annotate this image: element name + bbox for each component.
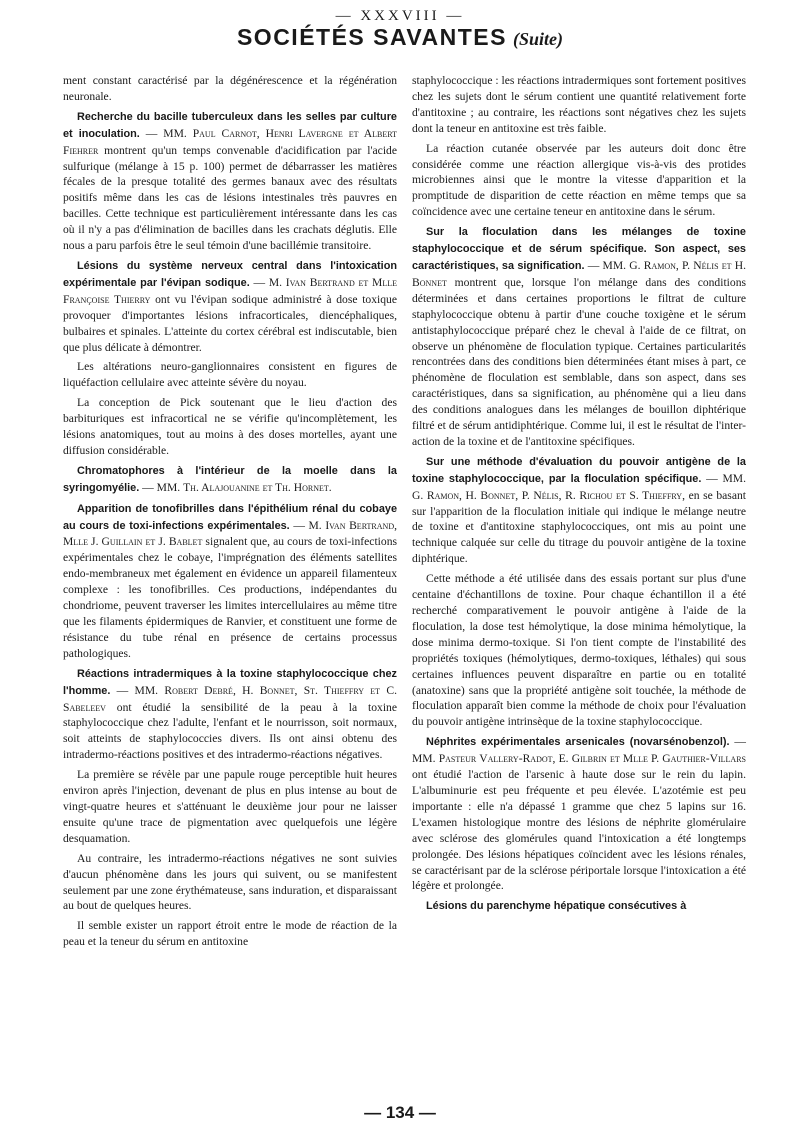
section-title: [0, 24, 800, 51]
paragraph: Apparition de tonofibrilles dans l'épithélium rénal du cobaye au cours de toxi-infections expérimentales. — M. Ivan Bertrand, Mlle J. Guillain et J. Bablet signalent que, au cours de toxi-infections expérimentales chez le cobaye, l'imprégnation des éléments satellites endo-membraneux met également en évidence un appareil filamenteux complexe : les tonofibrilles. Ces productions, indépendantes du chondriome, peuvent traverser les limites intercellulaires au même titre que les filaments épidermiques de Ranvier, et constituent une forme de résistance du tube rénal en présence de certains processus pathologiques.: [63, 502, 398, 660]
title-main: SOCIÉTÉS SAVANTES: [236, 24, 507, 50]
right-column: [412, 73, 746, 919]
paragraph: Réactions intradermiques à la toxine staphylococcique chez l'homme. — MM. Robert Debré, H. Bonnet, St. Thieffry et C. Sabeleev ont étudié la sensibilité de la peau à la toxine staphylococcique chez l'adulte, l'enfant et le nourrisson, soit normaux, soit atteints de staphylococcies divers. Ils ont ainsi obtenu des intradermo-réactions positives et des intradermo-réactions négatives.: [63, 667, 397, 762]
paragraph: La conception de Pick soutenant que le lieu d'action des barbituriques est infracortical ne se vérifie qu'incomplètement, les lésions anatomiques, tout au moins à des doses mortelles, ayant une diffusion considérable.: [63, 396, 397, 457]
article-heading: Recherche du bacille tuberculeux dans les selles par culture et inoculation.: [63, 110, 397, 140]
article-heading: Apparition de tonofibrilles dans l'épithélium rénal du cobaye au cours de toxi-infections expérimentales.: [63, 502, 397, 532]
authors: G. Ramon, P. Nélis et H. Bonnet: [412, 258, 746, 289]
paragraph: La première se révèle par une papule rouge perceptible huit heures environ après l'injection, devenant de plus en plus intense au bout de vingt-quatre heures et s'atténuant le deuxième jour pour ne laisser ensuite qu'une trace de pigmentation avec quelquefois une légère desquamation.: [63, 768, 397, 845]
article-heading: Chromatophores à l'intérieur de la moelle dans la syringomyélie.: [63, 464, 397, 494]
article-heading: Lésions du système nerveux central dans l'intoxication expérimentale par l'évipan sodique.: [63, 259, 397, 289]
authors: Th. Alajouanine et Th. Hornet.: [183, 480, 332, 494]
article-heading: Sur la floculation dans les mélanges de toxine staphylococcique et de sérum spécifique. Son aspect, ses caractéristiques, sa signification.: [412, 226, 746, 272]
left-column: [63, 73, 397, 954]
paragraph: [412, 898, 746, 915]
paragraph: La réaction cutanée observée par les auteurs doit donc être considérée comme une réaction allergique vis-à-vis des protides microbiennes ainsi que le montre la vitesse d'apparition et la promptitude de disparition de cette réaction en même temps que sa coïncidence avec une certaine teneur en antitoxine dans le sérum.: [412, 141, 746, 219]
authors: G. Ramon, H. Bonnet, P. Nélis, R. Richou et S. Thieffry: [412, 488, 683, 502]
paragraph: Lésions du système nerveux central dans l'intoxication expérimentale par l'évipan sodique. — M. Ivan Bertrand et Mlle Françoise Thierry ont vu l'évipan sodique administré à dose toxique provoquer d'importantes lésions infracorticales, diencéphaliques, bulbaires et spinales. L'atteinte du cortex cérébral est indiscutable, bien que plus délicate à démontrer.: [63, 259, 397, 354]
paragraph: Sur la floculation dans les mélanges de toxine staphylococcique et de sérum spécifique. Son aspect, ses caractéristiques, sa signification. — MM. G. Ramon, P. Nélis et H. Bonnet montrent que, lorsque l'on mélange dans des conditions déterminées et dans certaines proportions le filtrat de culture staphylococcique obtenu à partir d'une couche toxigène et le sérum antistaphylococcique préparé chez le cheval à l'aide de ce filtrat, on observe un phénomène de floculation typique. Certaines particularités rencontrées dans des conditions bien déterminées étant mises à part, ce phénomène de floculation est semblable, dans son aspect, dans ses caractéristiques, dans sa signification, au phénomène qui a lieu dans des conditions analogues dans les mélanges de bouillon diphtérique filtré et de sérum antidiphtérique. Comme lui, il est le résultat de l'inter-action de la toxine et de l'antitoxine spécifiques.: [412, 226, 746, 448]
paragraph: Chromatophores à l'intérieur de la moelle dans la syringomyélie. — MM. Th. Alajouanine et Th. Hornet.: [63, 464, 397, 494]
paragraph: Recherche du bacille tuberculeux dans les selles par culture et inoculation. — MM. Paul Carnot, Henri Lavergne et Albert Fiehrer montrent qu'un temps convenable d'acidification par l'acide sulfurique (mélange à 15 p. 100) permet de débarrasser les matières fécales de la presque totalité des germes banaux avec des résultats positifs même dans les cas de lésions intestinales très pauvres en bacilles. Cette technique est particulièrement intéressante dans les cas où il n'y a pas d'élimination de bacilles dans les crachats déglutis. Elle nous a paru parfois être le seul témoin d'une bacillémie transitoire.: [63, 110, 398, 253]
paragraph: Néphrites expérimentales arsenicales (novarsénobenzol). — MM. Pasteur Vallery-Radot, E. Gilbrin et Mlle P. Gauthier-Villars ont étudié l'action de l'arsenic à haute dose sur le rein du lapin. L'albuminurie est peu fréquente et peu élevée. L'azotémie est peu importante : elle n'a dépassé 1 gramme que chez 5 lapins sur 16. L'examen histologique montre des lésions de néphrite glomérulaire avec sclérose des glomérules quand l'intoxication a été longtemps prolongée. Des lésions hépatiques coïncident avec les lésions rénales, se caractérisant par de la sclérose périportale lorsque l'intoxication a été légère et prolongée.: [412, 735, 746, 893]
authors: Robert Debré, H. Bonnet, St. Thieffry et C. Sabeleev: [63, 683, 397, 714]
page-number: — 134 —: [364, 1103, 436, 1122]
paragraph: ment constant caractérisé par la dégénérescence et la régénération neuronale.: [63, 74, 397, 103]
paragraph: Les altérations neuro-ganglionnaires consistent en figures de liquéfaction cellulaire avec atteinte sévère du noyau.: [63, 360, 397, 390]
page-roman-numeral: — XXXVIII —: [335, 8, 465, 24]
paragraph: Au contraire, les intradermo-réactions négatives ne sont suivies d'aucun phénomène dans les jours qui suivent, ou se manifestent seulement par une zone érythémateuse, sans induration, et disparaissant au bout de quelques heures.: [63, 851, 397, 913]
authors: Paul Carnot, Henri Lavergne et Albert Fiehrer: [63, 126, 398, 157]
paragraph: staphylococcique : les réactions intradermiques sont fortement positives chez les sujets dont le sérum contient une quantité relativement forte d'antitoxine ; au contraire, les réactions sont négatives chez les sujets dont la teneur en antitoxine est très faible.: [412, 74, 746, 135]
article-heading: Sur une méthode d'évaluation du pouvoir antigène de la toxine staphylococcique, par la floculation spécifique.: [412, 455, 746, 485]
title-suite: (Suite): [513, 29, 564, 49]
paragraph: Sur une méthode d'évaluation du pouvoir antigène de la toxine staphylococcique, par la floculation spécifique. — MM. G. Ramon, H. Bonnet, P. Nélis, R. Richou et S. Thieffry, en se basant sur l'apparition de la floculation initiale qui indique le mélange neutre de toxine et d'antitoxine staphylococciques, ont mis au point une technique calquée sur celle du titrage du pouvoir antigène de la toxine diphtérique.: [412, 455, 746, 566]
authors: Pasteur Vallery-Radot, E. Gilbrin et Mlle P. Gauthier-Villars: [438, 752, 746, 766]
paragraph: Cette méthode a été utilisée dans des essais portant sur plus d'une centaine d'échantillons de toxine. Pour chaque échantillon il a été recherché comparativement le pouvoir antigène à l'aide de la floculation, la dose test hémolytique, la dose minima hémolytique, la dose minima dermo-toxique. Si l'on tient compte de l'instabilité des propriétés toxiques (hémolytiques, dermo-toxiques, léthales) qui sous certaines influences peuvent disparaître en partie ou en totalité (anatoxine) sans que la propriété antigène soit touchée, la méthode de floculation apparaît bien comme la méthode de choix pour l'évaluation du pouvoir antigène intrinsèque de la toxine staphylococcique.: [412, 572, 746, 729]
authors: Ivan Bertrand, Mlle J. Guillain et J. Bablet: [63, 518, 397, 549]
article-heading: Lésions du parenchyme hépatique consécutives à: [426, 900, 687, 913]
authors: Ivan Bertrand et Mlle Françoise Thierry: [63, 275, 397, 306]
article-heading: Néphrites expérimentales arsenicales (novarsénobenzol).: [426, 736, 730, 749]
article-heading: Réactions intradermiques à la toxine staphylococcique chez l'homme.: [63, 667, 397, 697]
paragraph: Il semble exister un rapport étroit entre le mode de réaction de la peau et la teneur du sérum en antitoxine: [63, 919, 397, 949]
